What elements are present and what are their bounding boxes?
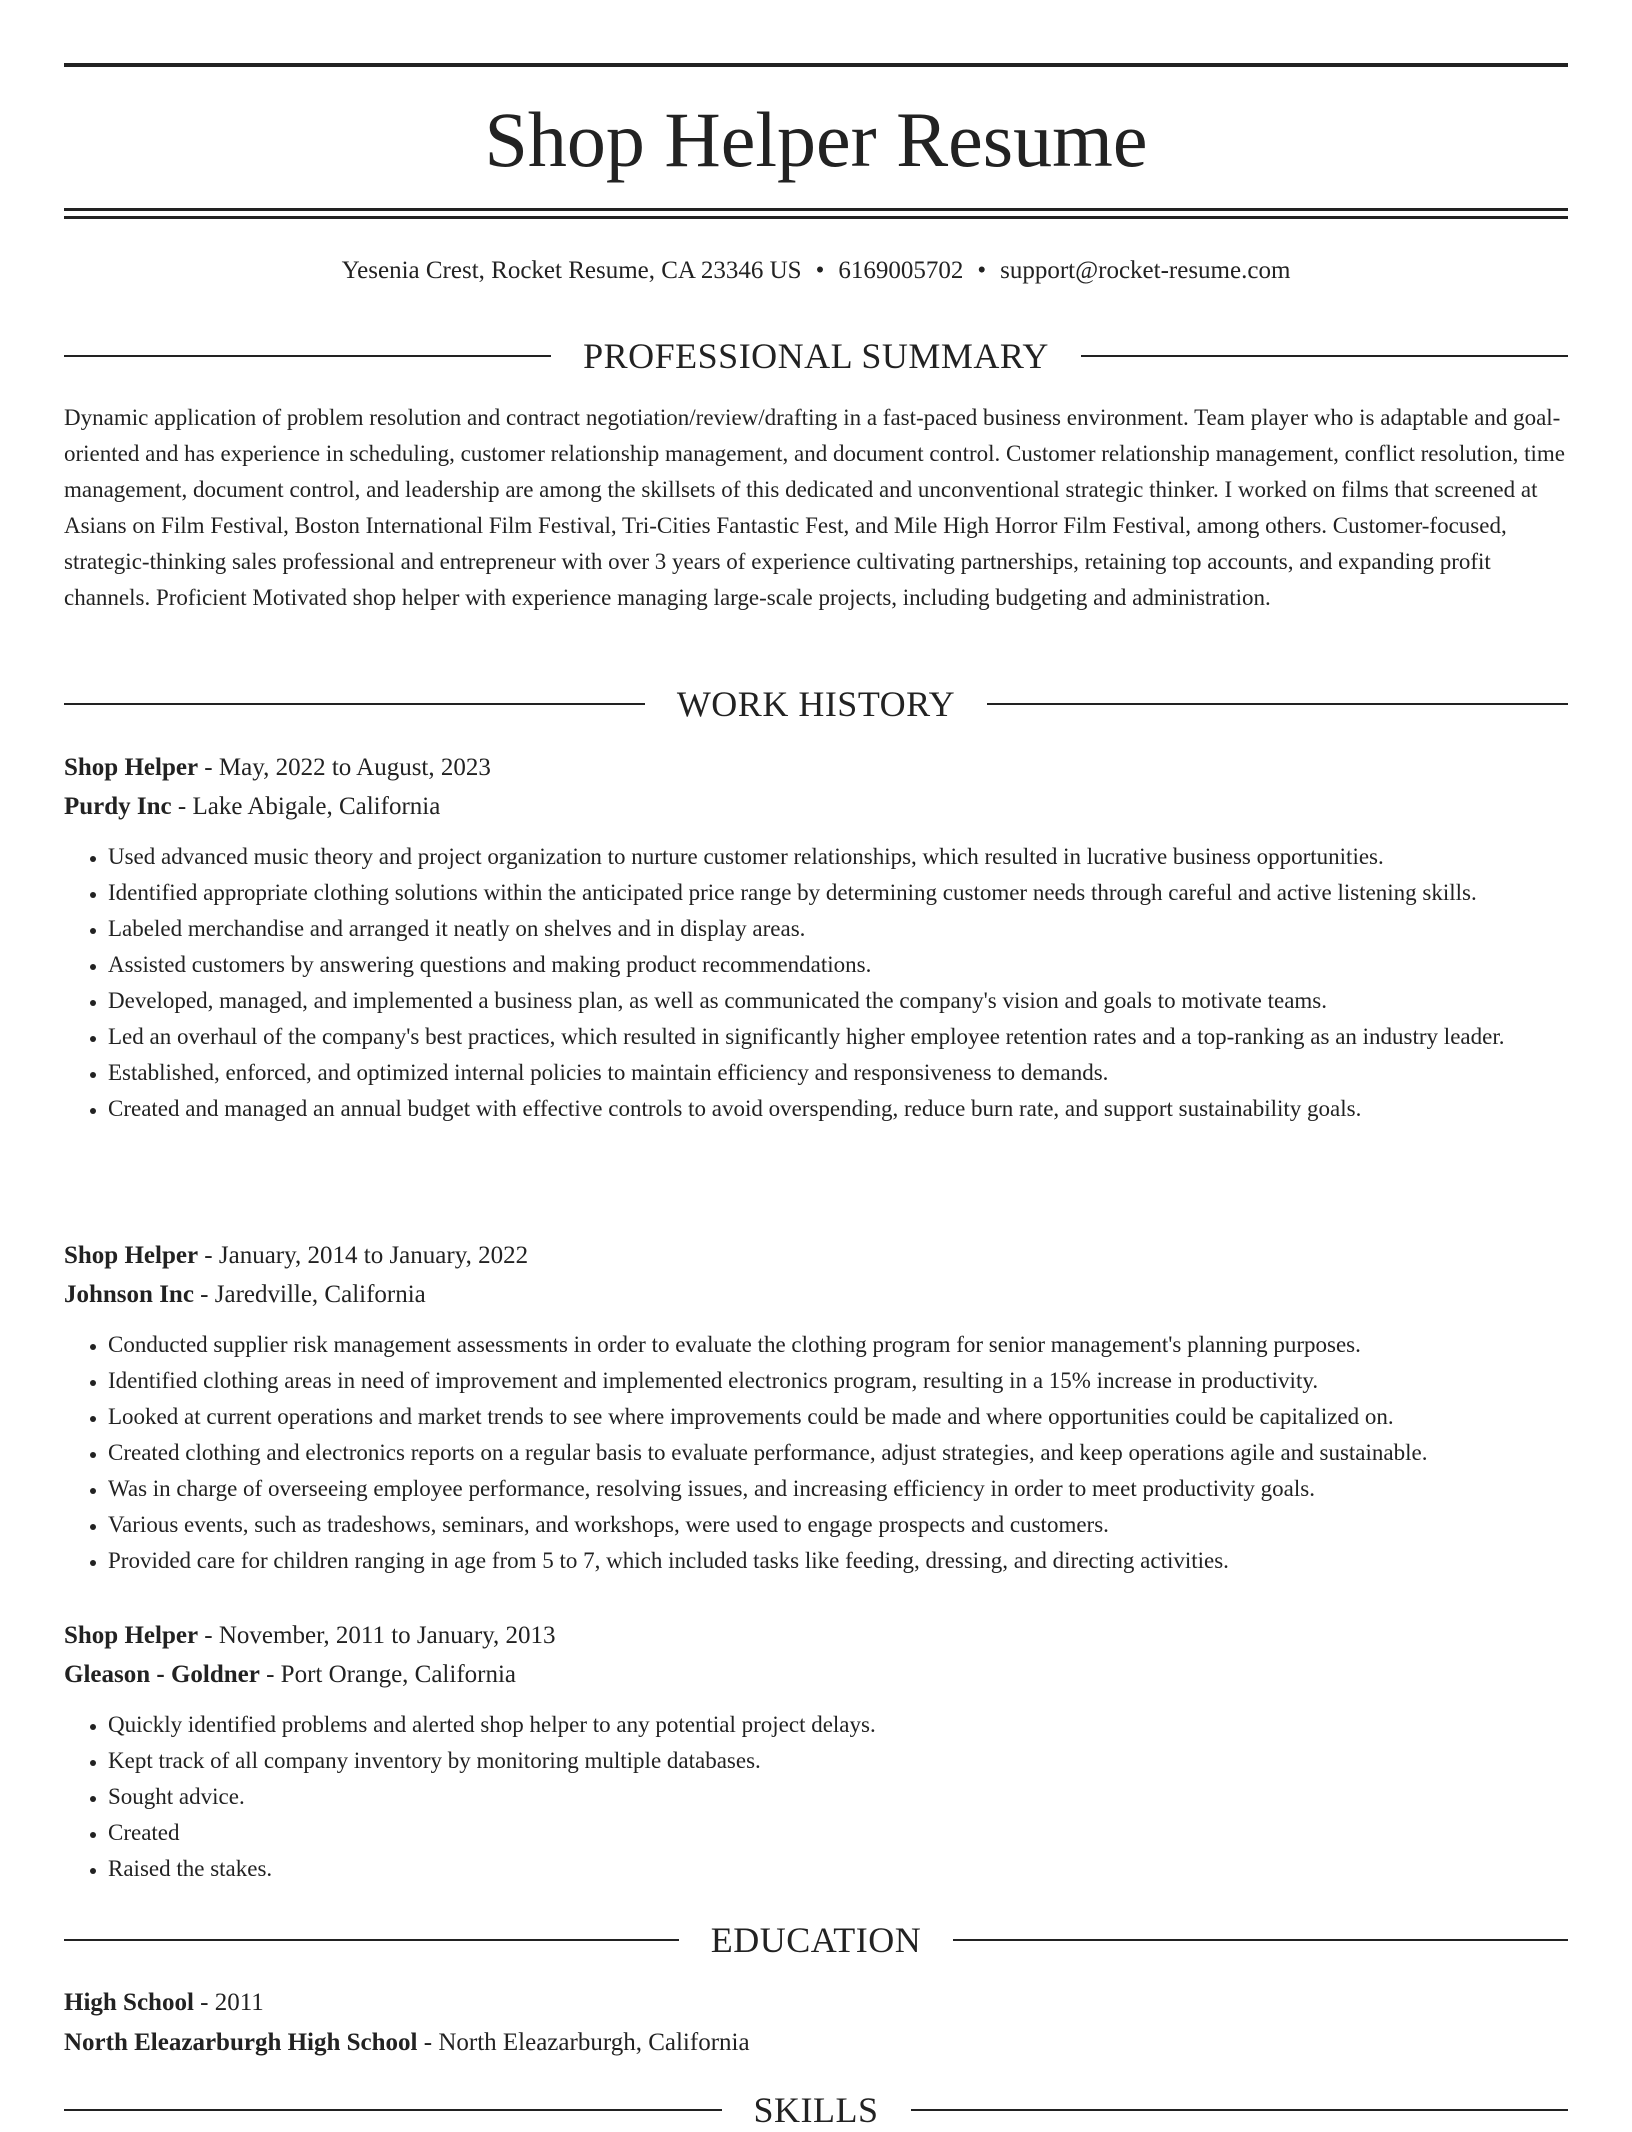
- job-dates: - May, 2022 to August, 2023: [198, 754, 491, 781]
- contact-line: [64, 254, 1568, 288]
- job-bullets: [64, 1327, 1568, 1579]
- job-bullet: • Developed, managed, and implemented a business plan, as well as communicated the company's vision and goals to motivate teams.: [108, 983, 1568, 1019]
- education-location: - North Eleazarburgh, California: [417, 2029, 750, 2056]
- job-bullet: • Provided care for children ranging in age from 5 to 7, which included tasks like feeding, dressing, and directing activities.: [108, 1543, 1568, 1579]
- heading-rule-left: [64, 1939, 679, 1941]
- heading-rule-left: [64, 2109, 722, 2111]
- job-bullets: [64, 839, 1568, 1127]
- contact-separator: •: [977, 257, 987, 284]
- education-degree-line: [64, 1983, 1568, 2023]
- heading-rule-left: [64, 703, 645, 705]
- education-entry: [64, 1983, 1568, 2063]
- job-bullet: • Kept track of all company inventory by monitoring multiple databases.: [108, 1743, 1568, 1779]
- job-bullet: • Quickly identified problems and alerted shop helper to any potential project delays.: [108, 1707, 1568, 1743]
- job-title: Shop Helper: [64, 1622, 199, 1649]
- header-bottom-rule-1: [64, 208, 1568, 211]
- section-title: EDUCATION: [710, 1920, 922, 1960]
- contact-phone: 6169005702: [838, 257, 964, 284]
- heading-rule-left: [64, 355, 551, 357]
- job-company: Purdy Inc: [64, 793, 172, 820]
- section-title: WORK HISTORY: [676, 684, 956, 724]
- contact-email: support@rocket-resume.com: [1000, 257, 1291, 284]
- education-year: - 2011: [193, 1989, 264, 2016]
- education-school: North Eleazarburgh High School: [64, 2029, 418, 2056]
- job-bullet: • Sought advice.: [108, 1779, 1568, 1815]
- job-title-line: [64, 1236, 1568, 1275]
- job-bullet: • Various events, such as tradeshows, seminars, and workshops, were used to engage prospects and customers.: [108, 1507, 1568, 1543]
- job-bullet: • Led an overhaul of the company's best practices, which resulted in significantly higher employee retention rates and a top-ranking as an industry leader.: [108, 1019, 1568, 1055]
- job-entry: [64, 1236, 1568, 1579]
- job-bullet: • Identified clothing areas in need of improvement and implemented electronics program, resulting in a 15% increase in productivity.: [108, 1363, 1568, 1399]
- job-title-line: [64, 748, 1568, 787]
- heading-rule-right: [953, 1939, 1568, 1941]
- section-heading-work: [64, 682, 1568, 726]
- summary-text: Dynamic application of problem resolution and contract negotiation/review/drafting in a fast-paced business environment. Team player who is adaptable and goal-oriented and has experience in scheduling, customer relationship management, and document control. Customer relationship management, conflict resolution, time management, document control, and leadership are among the skillsets of this dedicated and unconventional strategic thinker. I worked on films that screened at Asians on Film Festival, Boston International Film Festival, Tri-Cities Fantastic Fest, and Mile High Horror Film Festival, among others. Customer-focused, strategic-thinking sales professional and entrepreneur with over 3 years of experience cultivating partnerships, retaining top accounts, and expanding profit channels. Proficient Motivated shop helper with experience managing large-scale projects, including budgeting and administration.: [64, 405, 1565, 610]
- job-bullet: • Created and managed an annual budget with effective controls to avoid overspending, reduce burn rate, and support sustainability goals.: [108, 1091, 1568, 1127]
- job-location: - Jaredville, California: [193, 1281, 426, 1308]
- section-title: SKILLS: [753, 2090, 879, 2130]
- section-heading-skills: [64, 2088, 1568, 2132]
- job-company-line: [64, 1655, 1568, 1694]
- job-bullet: • Identified appropriate clothing solutions within the anticipated price range by determining customer needs through careful and active listening skills.: [108, 875, 1568, 911]
- job-bullet: • Created clothing and electronics reports on a regular basis to evaluate performance, adjust strategies, and keep operations agile and sustainable.: [108, 1435, 1568, 1471]
- job-bullet: • Assisted customers by answering questions and making product recommendations.: [108, 947, 1568, 983]
- job-location: - Port Orange, California: [259, 1661, 517, 1688]
- job-bullet: • Raised the stakes.: [108, 1851, 1568, 1887]
- job-company: Gleason - Goldner: [64, 1661, 260, 1688]
- education-school-line: [64, 2023, 1568, 2063]
- section-heading-summary: [64, 334, 1568, 378]
- job-bullet: • Looked at current operations and market trends to see where improvements could be made and where opportunities could be capitalized on.: [108, 1399, 1568, 1435]
- job-bullet: • Created: [108, 1815, 1568, 1851]
- job-bullet: • Labeled merchandise and arranged it neatly on shelves and in display areas.: [108, 911, 1568, 947]
- heading-rule-right: [911, 2109, 1569, 2111]
- job-title: Shop Helper: [64, 754, 199, 781]
- job-bullet: • Used advanced music theory and project organization to nurture customer relationships, which resulted in lucrative business opportunities.: [108, 839, 1568, 875]
- job-company-line: [64, 787, 1568, 826]
- header-top-rule: [64, 63, 1568, 67]
- section-title: PROFESSIONAL SUMMARY: [583, 336, 1049, 376]
- job-title-line: [64, 1616, 1568, 1655]
- job-company-line: [64, 1275, 1568, 1314]
- contact-separator: •: [815, 257, 825, 284]
- job-company: Johnson Inc: [64, 1281, 194, 1308]
- header-bottom-rule-2: [64, 216, 1568, 219]
- resume-title: Shop Helper Resume: [484, 96, 1148, 183]
- job-dates: - November, 2011 to January, 2013: [198, 1622, 556, 1649]
- job-bullet: • Established, enforced, and optimized internal policies to maintain efficiency and responsiveness to demands.: [108, 1055, 1568, 1091]
- job-bullet: • Conducted supplier risk management assessments in order to evaluate the clothing program for senior management's planning purposes.: [108, 1327, 1568, 1363]
- section-heading-education: [64, 1918, 1568, 1962]
- heading-rule-right: [1081, 355, 1568, 357]
- job-location: - Lake Abigale, California: [171, 793, 441, 820]
- heading-rule-right: [987, 703, 1568, 705]
- job-entry: [64, 748, 1568, 1127]
- job-bullets: [64, 1707, 1568, 1887]
- job-dates: - January, 2014 to January, 2022: [198, 1242, 529, 1269]
- job-title: Shop Helper: [64, 1242, 199, 1269]
- education-degree: High School: [64, 1989, 194, 2016]
- job-bullet: • Was in charge of overseeing employee performance, resolving issues, and increasing efficiency in order to meet productivity goals.: [108, 1471, 1568, 1507]
- job-entry: [64, 1616, 1568, 1887]
- contact-address: Yesenia Crest, Rocket Resume, CA 23346 US: [341, 257, 802, 284]
